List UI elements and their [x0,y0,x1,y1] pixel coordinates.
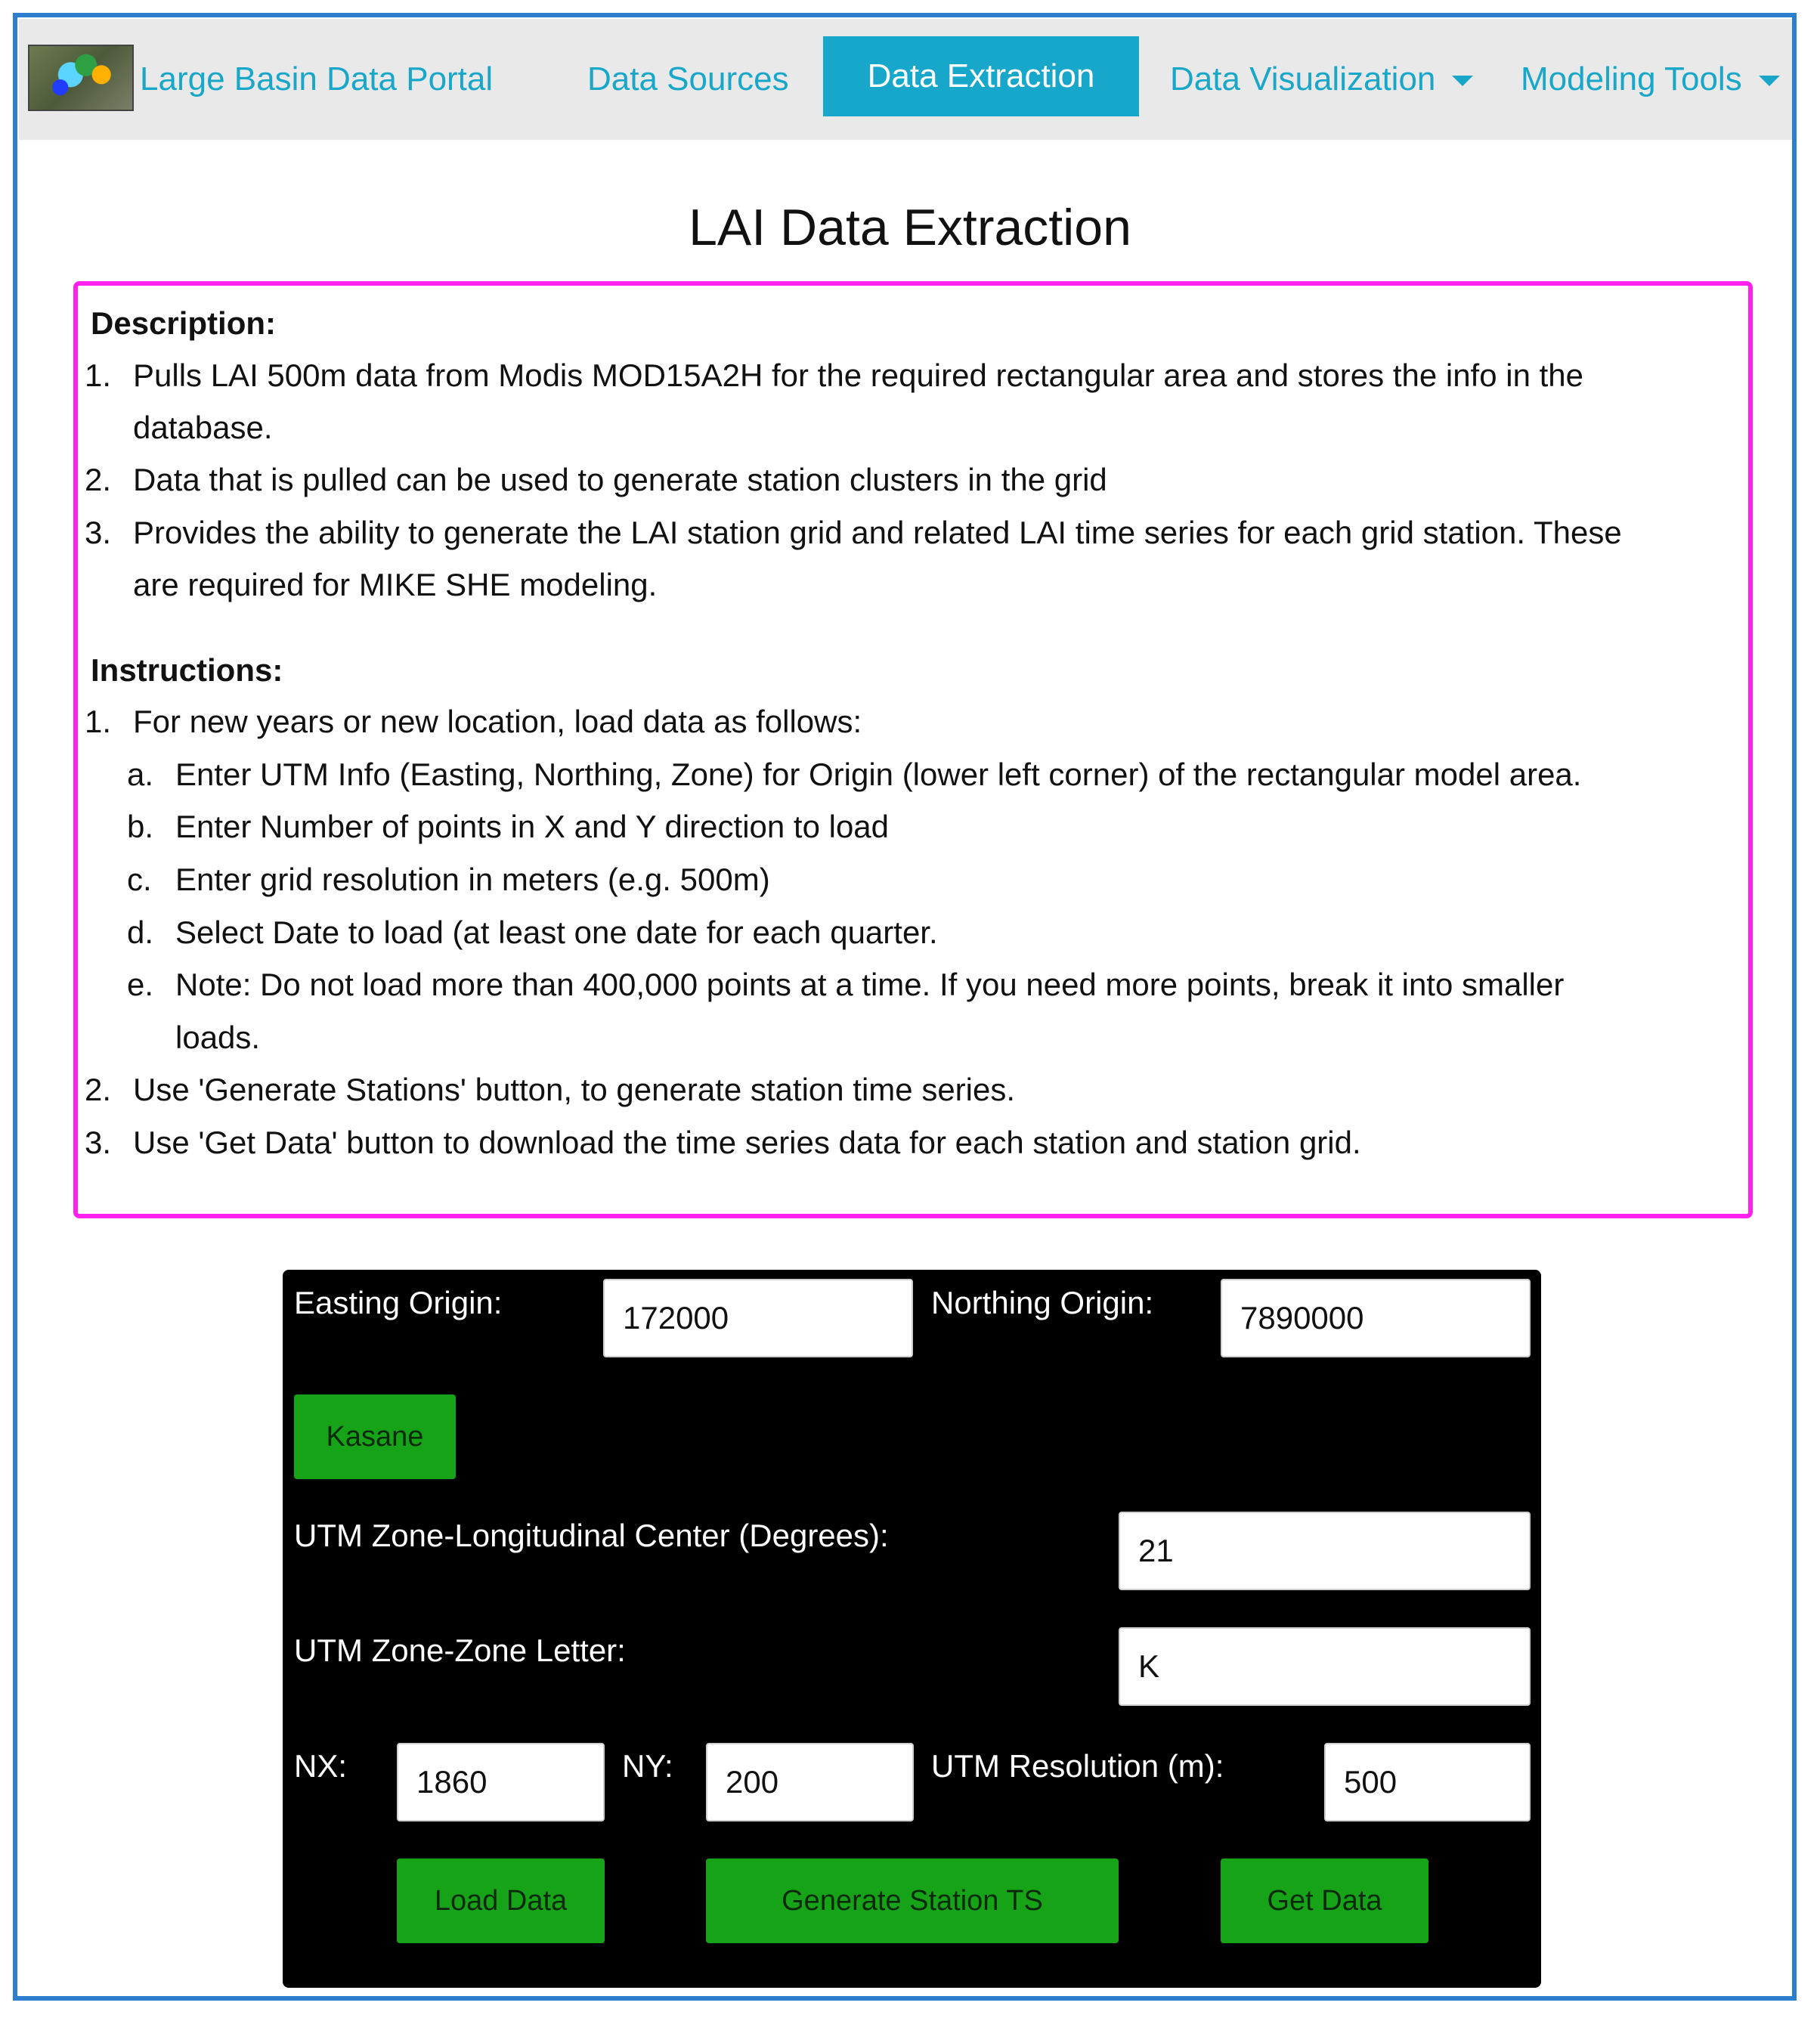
easting-label: Easting Origin: [294,1285,503,1320]
ny-label: NY: [622,1748,673,1784]
kasane-preset-button[interactable]: Kasane [294,1394,456,1479]
load-data-button[interactable]: Load Data [397,1859,605,1943]
resolution-input[interactable] [1324,1743,1531,1821]
instr-sub-letter: b. [127,809,154,844]
instr-sub-text: Enter grid resolution in meters (e.g. 500m) [175,862,770,897]
instr-step-text: Use 'Generate Stations' button, to generate station time series. [133,1072,1016,1107]
page-title: LAI Data Extraction [689,199,1131,256]
nav-modeling-tools[interactable] [1521,19,1780,140]
nav-data-sources[interactable]: Data Sources [587,60,789,97]
instr-sub-text: Note: Do not load more than 400,000 points at a time. If you need more points, break it into smaller [175,967,1565,1002]
zone-letter-label: UTM Zone-Zone Letter: [294,1633,626,1668]
desc-item-num: 1. [85,357,112,393]
resolution-label: UTM Resolution (m): [931,1748,1224,1784]
instr-sub-letter: e. [127,967,154,1002]
get-data-button[interactable]: Get Data [1221,1859,1428,1943]
instr-sub-letter: a. [127,757,154,792]
desc-item-text: Provides the ability to generate the LAI station grid and related LAI time series for each grid station. These [133,515,1622,550]
desc-item-num: 2. [85,462,112,497]
easting-input[interactable] [603,1279,913,1357]
zone-center-label: UTM Zone-Longitudinal Center (Degrees): [294,1518,889,1553]
instr-sub-letter: d. [127,915,154,950]
chevron-down-icon [1452,76,1473,86]
instr-sub-text: Select Date to load (at least one date for each quarter. [175,915,938,950]
generate-station-ts-button[interactable]: Generate Station TS [706,1859,1119,1943]
instr-step-num: 1. [85,704,112,739]
description-heading: Description: [91,305,277,341]
desc-item-text: Data that is pulled can be used to generate station clusters in the grid [133,462,1107,497]
nav-modeling-tools-label: Modeling Tools [1521,60,1742,97]
chevron-down-icon [1759,76,1780,86]
zone-center-input[interactable] [1119,1512,1531,1590]
nav-data-extraction[interactable]: Data Extraction [823,36,1139,116]
nav-data-visualization-label: Data Visualization [1170,60,1436,97]
instr-sub-text: loads. [175,1020,261,1055]
ny-input[interactable] [706,1743,914,1821]
instructions-heading: Instructions: [91,652,283,688]
instr-step-num: 2. [85,1072,112,1107]
instr-step-text: For new years or new location, load data as follows: [133,704,862,739]
instr-sub-text: Enter Number of points in X and Y direction to load [175,809,890,844]
desc-item-text: database. [133,410,273,445]
instr-step-text: Use 'Get Data' button to download the time series data for each station and station grid. [133,1125,1361,1160]
portal-logo[interactable] [28,45,134,111]
instr-step-num: 3. [85,1125,112,1160]
desc-item-text: are required for MIKE SHE modeling. [133,567,658,602]
navbar [19,19,1792,140]
desc-item-text: Pulls LAI 500m data from Modis MOD15A2H for the required rectangular area and stores the info in the [133,357,1583,393]
zone-letter-input[interactable] [1119,1627,1531,1706]
northing-input[interactable] [1221,1279,1531,1357]
nav-data-visualization[interactable] [1170,19,1473,140]
instr-sub-letter: c. [127,862,152,897]
instr-sub-text: Enter UTM Info (Easting, Northing, Zone) for Origin (lower left corner) of the rectangular model area. [175,757,1582,792]
nx-label: NX: [294,1748,348,1784]
nx-input[interactable] [397,1743,605,1821]
desc-item-num: 3. [85,515,112,550]
northing-label: Northing Origin: [931,1285,1154,1320]
nav-brand-link[interactable]: Large Basin Data Portal [140,60,494,97]
